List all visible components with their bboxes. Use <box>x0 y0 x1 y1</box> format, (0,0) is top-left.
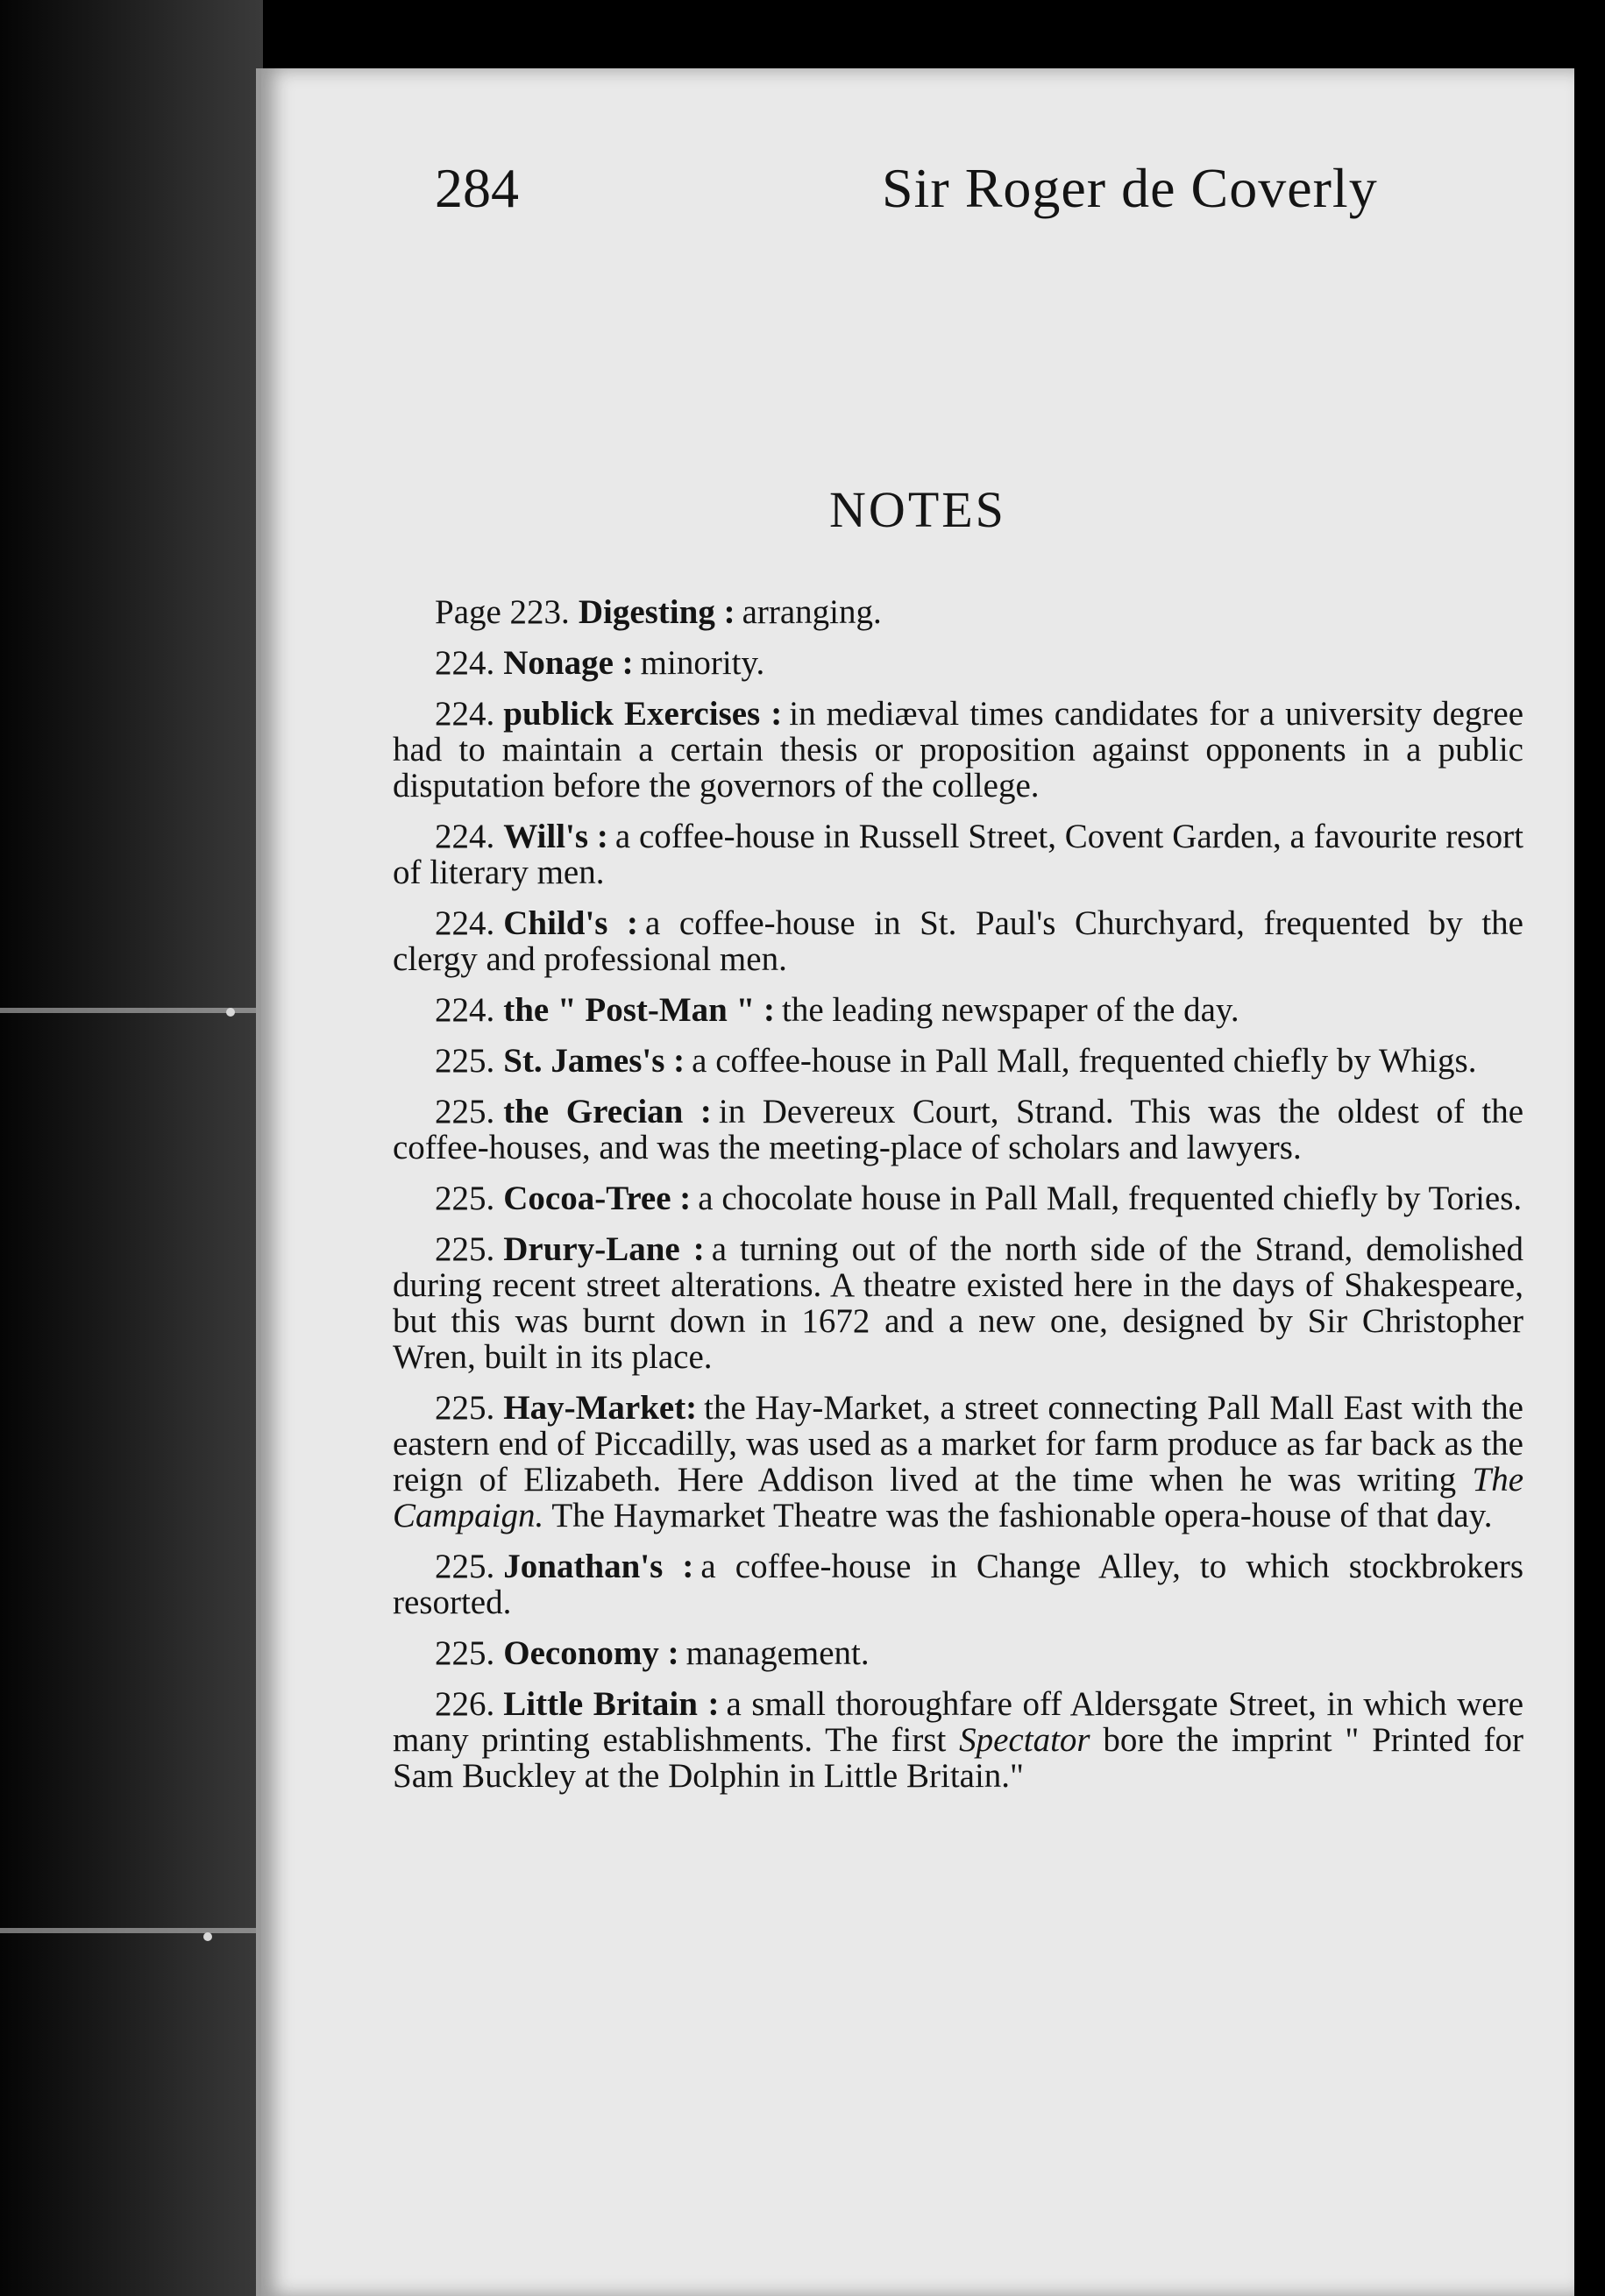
note-entry <box>393 1686 1523 1794</box>
spine-scan-artifact <box>0 1928 263 1933</box>
note-term: Nonage : <box>503 644 634 682</box>
note-entry <box>393 1094 1523 1166</box>
scan-speck <box>226 1008 235 1017</box>
note-term: Will's : <box>503 818 608 855</box>
note-definition: in mediæval times candidates for a university degree had to maintain a certain thesis or proposition against opponents in a public disputation before the governors of the college. <box>393 695 1523 804</box>
note-page-reference: 225. <box>435 1042 495 1080</box>
note-definition: in Devereux Court, Strand. This was the oldest of the coffee-houses, and was the meeting-place of scholars and lawyers. <box>393 1093 1524 1166</box>
note-page-reference: 224. <box>435 904 495 942</box>
note-definition: a small thoroughfare off Aldersgate Street, in which were many printing establishments. The first <box>393 1685 1523 1759</box>
note-term: Digesting : <box>578 593 735 631</box>
note-entry <box>393 594 1523 630</box>
note-term: Jonathan's : <box>503 1548 694 1585</box>
note-term: Hay-Market: <box>503 1389 698 1427</box>
scan-speck <box>203 1932 212 1941</box>
note-definition: a coffee-house in Change Alley, to which stockbrokers resorted. <box>393 1548 1523 1621</box>
note-entry <box>393 1231 1523 1375</box>
note-page-reference: Page 223. <box>435 593 570 631</box>
note-page-reference: 225. <box>435 1093 495 1130</box>
note-page-reference: 224. <box>435 644 495 682</box>
note-term: Oeconomy : <box>503 1634 679 1672</box>
note-term: the Grecian : <box>503 1093 712 1130</box>
note-definition: management. <box>685 1634 870 1672</box>
note-page-reference: 226. <box>435 1685 495 1723</box>
note-definition: a coffee-house in Russell Street, Covent Garden, a favourite resort of literary men. <box>393 818 1523 891</box>
note-term: publick Exercises : <box>503 695 783 733</box>
note-entry <box>393 1180 1523 1216</box>
spine-scan-artifact <box>0 1008 263 1013</box>
running-title: Sir Roger de Coverly <box>882 157 1378 219</box>
note-page-reference: 224. <box>435 818 495 855</box>
note-definition: arranging. <box>742 593 882 631</box>
note-term: Child's : <box>503 904 639 942</box>
note-definition: a coffee-house in Pall Mall, frequented chiefly by Whigs. <box>692 1042 1477 1080</box>
note-definition-continued: The Haymarket Theatre was the fashionable opera-house of that day. <box>551 1497 1493 1534</box>
note-definition: the Hay-Market, a street connecting Pall Mall East with the eastern end of Piccadilly, was used as a market for farm produce as far back as the reign of Elizabeth. Here Addison lived at the time when he was writing <box>393 1389 1523 1499</box>
note-definition: a chocolate house in Pall Mall, frequented chiefly by Tories. <box>698 1180 1523 1217</box>
note-term: Little Britain : <box>503 1685 720 1723</box>
note-entry <box>393 1635 1523 1671</box>
notes-list <box>393 594 1523 1809</box>
note-italic-title: Spectator <box>959 1721 1090 1759</box>
note-entry <box>393 992 1523 1028</box>
note-term: Cocoa-Tree : <box>503 1180 692 1217</box>
page-header <box>435 156 1539 252</box>
note-definition: a turning out of the north side of the Strand, demolished during recent street alterations. A theatre existed here in the days of Shakespeare, but this was burnt down in 1672 and a new one, designed by Sir Christopher Wren, built in its place. <box>393 1230 1523 1376</box>
note-page-reference: 225. <box>435 1548 495 1585</box>
book-page <box>261 68 1574 2296</box>
note-page-reference: 225. <box>435 1180 495 1217</box>
note-definition-continued: bore the imprint " Printed for Sam Buckley at the Dolphin in Little Britain." <box>393 1721 1523 1795</box>
notes-heading: NOTES <box>829 481 1006 538</box>
note-term: the " Post-Man " : <box>503 991 776 1029</box>
note-entry <box>393 1548 1523 1620</box>
note-entry <box>393 645 1523 681</box>
note-italic-title: The Campaign. <box>393 1461 1523 1534</box>
note-page-reference: 225. <box>435 1389 495 1427</box>
note-entry <box>393 1390 1523 1534</box>
note-page-reference: 224. <box>435 991 495 1029</box>
note-page-reference: 225. <box>435 1634 495 1672</box>
note-entry <box>393 1043 1523 1079</box>
note-page-reference: 224. <box>435 695 495 733</box>
note-definition: minority. <box>640 644 765 682</box>
note-page-reference: 225. <box>435 1230 495 1268</box>
note-definition: a coffee-house in St. Paul's Churchyard, frequented by the clergy and professional men. <box>393 904 1523 978</box>
book-spine <box>0 0 263 2296</box>
note-definition: the leading newspaper of the day. <box>782 991 1239 1029</box>
note-term: Drury-Lane : <box>503 1230 705 1268</box>
note-term: St. James's : <box>503 1042 685 1080</box>
note-entry <box>393 696 1523 804</box>
note-entry <box>393 818 1523 890</box>
page-number: 284 <box>435 157 519 219</box>
note-entry <box>393 905 1523 977</box>
